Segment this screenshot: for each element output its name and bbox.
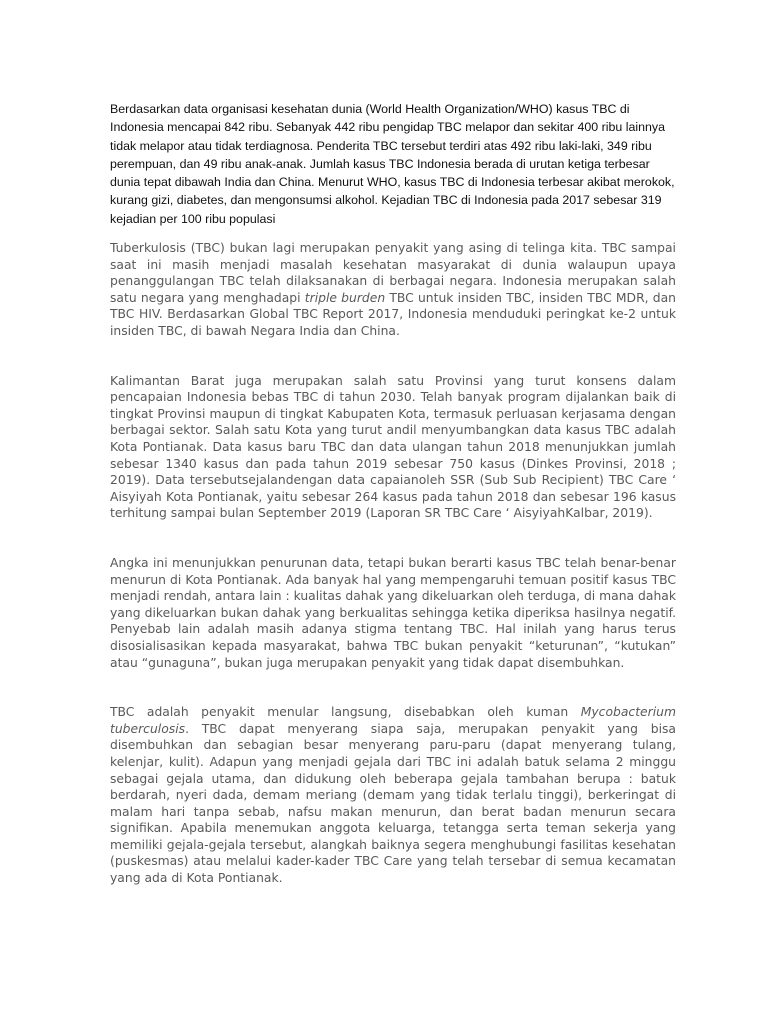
document-page (110, 100, 676, 920)
paragraph-text: TBC untuk insiden TBC, insiden TBC MDR, dan TBC HIV. Berdasarkan Global TBC Report 2017, Indonesia menduduki peringkat ke-2 untuk insiden TBC, di bawah Negara India dan China. (110, 290, 676, 339)
paragraph-kalimantan-barat: Kalimantan Barat juga merupakan salah satu Provinsi yang turut konsens dalam pencapaian Indonesia bebas TBC di tahun 2030. Telah banyak program dijalankan baik di tingkat Provinsi maupun di tingkat Kabupaten Kota, termasuk perluasan kerjasama dengan berbagai sektor. Salah satu Kota yang turut andil menyumbangkan data kasus TBC adalah Kota Pontianak. Data kasus baru TBC dan data ulangan tahun 2018 menunjukkan jumlah sebesar 1340 kasus dan pada tahun 2019 sebesar 750 kasus (Dinkes Provinsi, 2018 ; 2019). Data tersebutsejalandengan data capaianoleh SSR (Sub Sub Recipient) TBC Care ‘ Aisyiyah Kota Pontianak, yaitu sebesar 264 kasus pada tahun 2018 dan sebesar 196 kasus terhitung sampai bulan September 2019 (Laporan SR TBC Care ‘ AisyiyahKalbar, 2019). (110, 373, 676, 521)
paragraph-text: TBC adalah penyakit menular langsung, disebabkan oleh kuman (110, 705, 581, 720)
paragraph-penurunan-data: Angka ini menunjukkan penurunan data, tetapi bukan berarti kasus TBC telah benar-benar menurun di Kota Pontianak. Ada banyak hal yang mempengaruhi temuan positif kasus TBC menjadi rendah, antara lain : kualitas dahak yang dikeluarkan oleh terduga, di mana dahak yang dikeluarkan bukan dahak yang berkualitas sehingga ketika diperiksa hasilnya negatif. Penyebab lain adalah masih adanya stigma tentang TBC. Hal inilah yang harus terus disosialisasikan kepada masyarakat, bahwa TBC bukan penyakit “keturunan”, “kutukan” atau “gunaguna”, bukan juga merupakan penyakit yang tidak dapat disembuhkan. (110, 555, 676, 670)
paragraph-tuberkulosis (110, 240, 676, 340)
paragraph-penyakit-menular (110, 704, 676, 887)
intro-paragraph: Berdasarkan data organisasi kesehatan dunia (World Health Organization/WHO) kasus TBC di Indonesia mencapai 842 ribu. Sebanyak 442 ribu pengidap TBC melapor dan sekitar 400 ribu lainnya tidak melapor atau tidak terdiagnosa. Penderita TBC tersebut terdiri atas 492 ribu laki-laki, 349 ribu perempuan, dan 49 ribu anak-anak. Jumlah kasus TBC Indonesia berada di urutan ketiga terbesar dunia tepat dibawah India dan China. Menurut WHO, kasus TBC di Indonesia terbesar akibat merokok, kurang gizi, diabetes, dan mengonsumsi alkohol. Kejadian TBC di Indonesia pada 2017 sebesar 319 kejadian per 100 ribu populasi (110, 102, 675, 226)
paragraph-text: Tuberkulosis (TBC) bukan lagi merupakan penyakit yang asing di telinga kita. TBC sampai saat ini masih menjadi masalah kesehatan masyarakat di dunia walaupun upaya penanggulangan TBC telah dilaksanakan di berbagai negara. Indonesia merupakan salah satu negara yang menghadapi (110, 241, 676, 305)
paragraph-text: . TBC dapat menyerang siapa saja, merupakan penyakit yang bisa disembuhkan dan sebagian besar menyerang paru-paru (dapat menyerang tulang, kelenjar, kulit). Adapun yang menjadi gejala dari TBC ini adalah batuk selama 2 minggu sebagai gejala utama, dan didukung oleh beberapa gejala tambahan berupa : batuk berdarah, nyeri dada, demam meriang (demam yang tidak terlalu tinggi), berkeringat di malam hari tanpa sebab, nafsu makan menurun, dan berat badan menurun secara signifikan. Apabila menemukan anggota keluarga, tetangga serta teman sekerja yang memiliki gejala-gejala tersebut, alangkah baiknya segera menghubungi fasilitas kesehatan (puskesmas) atau melalui kader-kader TBC Care yang telah tersebar di semua kecamatan yang ada di Kota Pontianak. (110, 721, 676, 886)
emphasis-text: triple burden (304, 290, 386, 305)
emphasis-text: Mycobacterium tuberculosis (110, 705, 676, 736)
